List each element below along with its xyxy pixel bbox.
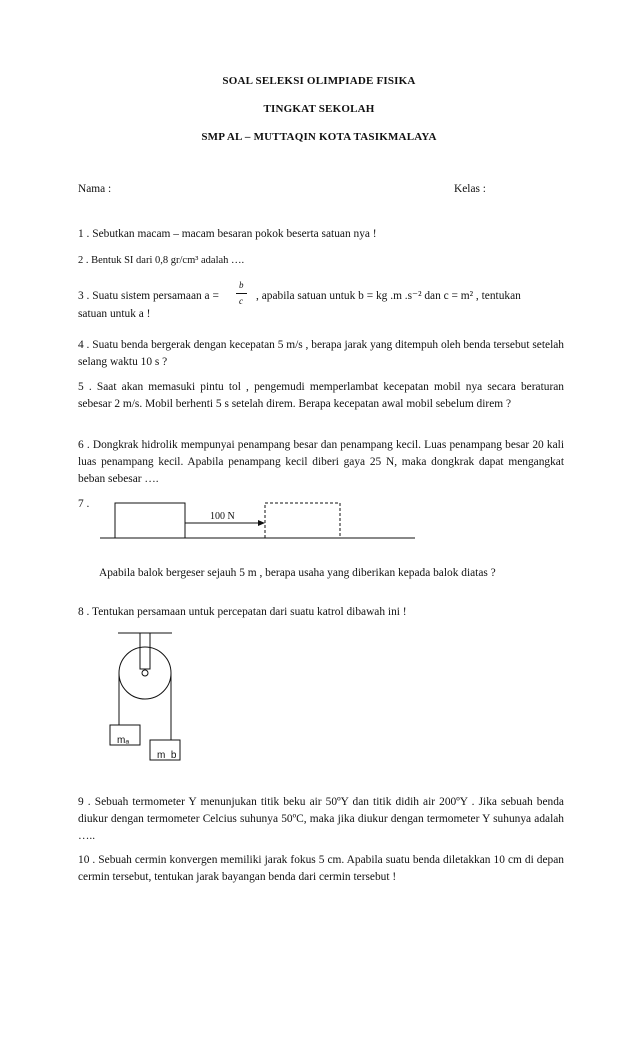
question-4: 4 . Suatu benda bergerak dengan kecepatan 5 m/s , berapa jarak yang ditempuh oleh benda tersebut setelah selang waktu 10 s ? <box>78 339 564 368</box>
question-5: 5 . Saat akan memasuki pintu tol , pengemudi memperlambat kecepatan mobil nya secara beraturan sebesar 2 m/s. Mobil berhenti 5 s setelah direm. Berapa kecepatan awal mobil sebelum direm ? <box>78 381 564 410</box>
question-6: 6 . Dongkrak hidrolik mempunyai penampang besar dan penampang kecil. Luas penampang besar 20 kali luas penampang kecil. Apabila penampang kecil diberi gaya 25 N, maka dongkrak dapat mengangkat beban sebesar …. <box>78 439 564 485</box>
pulley-wheel <box>119 647 171 699</box>
mass-b-label: m_b <box>157 750 177 761</box>
force-label: 100 N <box>210 511 235 522</box>
class-label: Kelas : <box>454 183 486 195</box>
question-3-part1: 3 . Suatu sistem persamaan a = <box>78 290 219 302</box>
question-10: 10 . Sebuah cermin konvergen memiliki jarak fokus 5 cm. Apabila suatu benda diletakkan 10 cm di depan cermin tersebut, tentukan jarak bayangan benda dari cermin tersebut ! <box>78 854 564 883</box>
pulley-mount <box>140 633 150 669</box>
question-8: 8 . Tentukan persamaan untuk percepatan dari suatu katrol dibawah ini ! <box>78 606 407 618</box>
fraction-denominator: c <box>239 296 243 306</box>
question-7-number: 7 . <box>78 498 90 510</box>
question-3-line2: satuan untuk a ! <box>78 308 151 320</box>
exam-title: SOAL SELEKSI OLIMPIADE FISIKA <box>222 75 416 87</box>
block-force-diagram <box>90 495 430 547</box>
question-9: 9 . Sebuah termometer Y menunjukan titik beku air 50ºY dan titik didih air 200ºY . Jika sebuah benda diukur dengan termometer Celcius suhunya 50ºC, maka jika diukur dengan termometer Y suhunya adalah ….. <box>78 796 564 842</box>
block <box>115 503 185 538</box>
fraction-numerator: b <box>239 280 244 290</box>
force-arrow-head <box>258 520 265 526</box>
name-label: Nama : <box>78 183 112 195</box>
school-name: SMP AL – MUTTAQIN KOTA TASIKMALAYA <box>201 131 437 143</box>
displaced-block <box>265 503 340 538</box>
pulley-axle <box>142 670 148 676</box>
exam-level: TINGKAT SEKOLAH <box>263 103 375 115</box>
question-3-part2: , apabila satuan untuk b = kg .m .s⁻² dan c = m² , tentukan <box>256 290 521 302</box>
question-7-text: Apabila balok bergeser sejauh 5 m , berapa usaha yang diberikan kepada balok diatas ? <box>99 567 496 579</box>
question-2: 2 . Bentuk SI dari 0,8 gr/cm³ adalah …. <box>78 255 245 266</box>
fraction-bar <box>236 293 247 294</box>
mass-a-label: mₐ <box>117 735 130 746</box>
question-1: 1 . Sebutkan macam – macam besaran pokok beserta satuan nya ! <box>78 228 377 240</box>
